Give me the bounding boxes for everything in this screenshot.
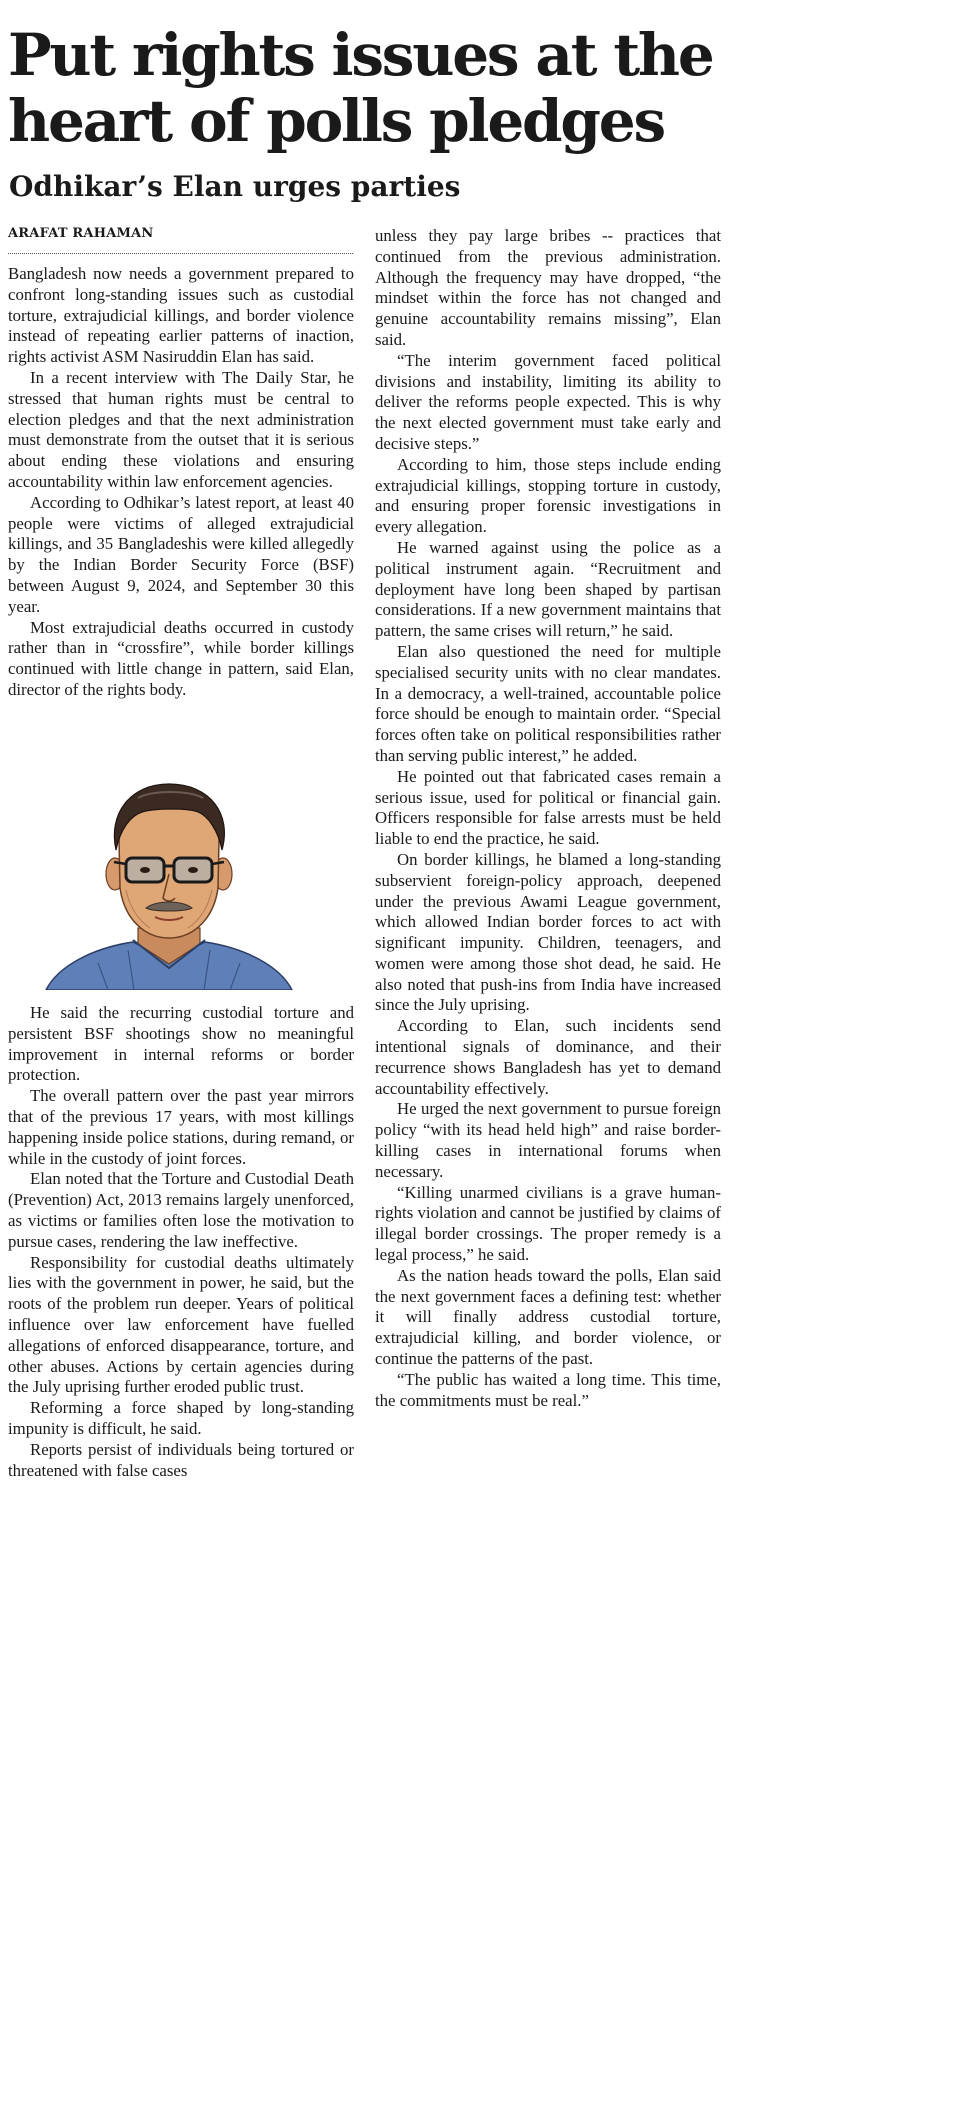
- paragraph: The overall pattern over the past year mirrors that of the previous 17 years, with most killings happening inside police stations, during remand, or while in the custody of joint forces.: [8, 1086, 354, 1168]
- paragraph: Bangladesh now needs a government prepared to confront long-standing issues such as custodial torture, extrajudicial killings, and border violence instead of repeating earlier patterns of inaction, rights activist ASM Nasiruddin Elan has said.: [8, 264, 354, 367]
- paragraph: Elan noted that the Torture and Custodial Death (Prevention) Act, 2013 remains largely unenforced, as victims or families often lose the motivation to pursue cases, rendering the law ineffective.: [8, 1169, 354, 1251]
- paragraph: He urged the next government to pursue foreign policy “with its head held high” and raise border-killing cases in international forums when necessary.: [375, 1099, 721, 1181]
- headline: Put rights issues at the heart of polls pledges: [8, 21, 713, 155]
- paragraph: On border killings, he blamed a long-standing subservient foreign-policy approach, deepened under the previous Awami League government, which allowed Indian border forces to act with significant impunity. Children, teenagers, and women were among those shot dead, he said. He also noted that push-ins from India have increased since the July uprising.: [375, 849, 721, 1015]
- article-column-3: [375, 226, 721, 1411]
- paragraph: According to Elan, such incidents send intentional signals of dominance, and their recurrence shows Bangladesh has yet to demand accountability effectively.: [375, 1016, 721, 1098]
- paragraph: Reforming a force shaped by long-standing impunity is difficult, he said.: [8, 1398, 354, 1438]
- paragraph: According to him, those steps include ending extrajudicial killings, stopping torture in custody, and ensuring proper forensic investigations in every allegation.: [375, 454, 721, 537]
- paragraph: In a recent interview with The Daily Star, he stressed that human rights must be central to election pledges and that the next administration must demonstrate from the outset that it is serious about ending these violations and ensuring accountability within law enforcement agencies.: [8, 367, 354, 491]
- article-column-2: [8, 1003, 354, 1481]
- paragraph: Most extrajudicial deaths occurred in custody rather than in “crossfire”, while border killings continued with little change in pattern, said Elan, director of the rights body.: [8, 617, 354, 699]
- subheadline: Odhikar’s Elan urges parties: [9, 170, 461, 203]
- paragraph: “The interim government faced political divisions and instability, limiting its ability to deliver the reforms people expected. This is why the next elected government must take early and decisive steps.”: [375, 350, 721, 453]
- paragraph: He warned against using the police as a political instrument again. “Recruitment and deployment have long been shaped by partisan considerations. If a new government maintains that pattern, the same crises will return,” he said.: [375, 537, 721, 641]
- paragraph: He said the recurring custodial torture and persistent BSF shootings show no meaningful improvement in internal reforms or border protection.: [8, 1003, 354, 1085]
- paragraph: He pointed out that fabricated cases remain a serious issue, used for political or financial gain. Officers responsible for false arrests must be held liable to end the practice, he said.: [375, 766, 721, 849]
- paragraph: Elan also questioned the need for multiple specialised security units with no clear mandates. In a democracy, a well-trained, accountable police force should be enough to maintain order. “Special forces often take on political responsibilities rather than serving public interest,” he added.: [375, 641, 721, 765]
- paragraph: As the nation heads toward the polls, Elan said the next government faces a defining test: whether it will finally address custodial torture, extrajudicial killing, and border violence, or continue the patterns of the past.: [375, 1265, 721, 1369]
- paragraph: Reports persist of individuals being tortured or threatened with false cases: [8, 1439, 354, 1480]
- byline-divider: [8, 253, 353, 254]
- paragraph: Responsibility for custodial deaths ultimately lies with the government in power, he said, but the roots of the problem run deeper. Years of political influence over law enforcement have fuelled allegations of enforced disappearance, torture, and other abuses. Actions by certain agencies during the July uprising further eroded public trust.: [8, 1252, 354, 1397]
- portrait-illustration: [38, 778, 300, 990]
- article-column-1: [8, 264, 354, 701]
- byline: ARAFAT RAHAMAN: [8, 226, 154, 241]
- paragraph: “Killing unarmed civilians is a grave human-rights violation and cannot be justified by claims of illegal border crossings. The proper remedy is a legal process,” he said.: [375, 1182, 721, 1265]
- paragraph: According to Odhikar’s latest report, at least 40 people were victims of alleged extrajudicial killings, and 35 Bangladeshis were killed allegedly by the Indian Border Security Force (BSF) between August 9, 2024, and September 30 this year.: [8, 492, 354, 616]
- paragraph: unless they pay large bribes -- practices that continued from the previous administration. Although the frequency may have dropped, “the mindset within the force has not changed and genuine accountability remains missing”, Elan said.: [375, 226, 721, 349]
- paragraph: “The public has waited a long time. This time, the commitments must be real.”: [375, 1369, 721, 1410]
- portrait-drawing: [38, 778, 300, 990]
